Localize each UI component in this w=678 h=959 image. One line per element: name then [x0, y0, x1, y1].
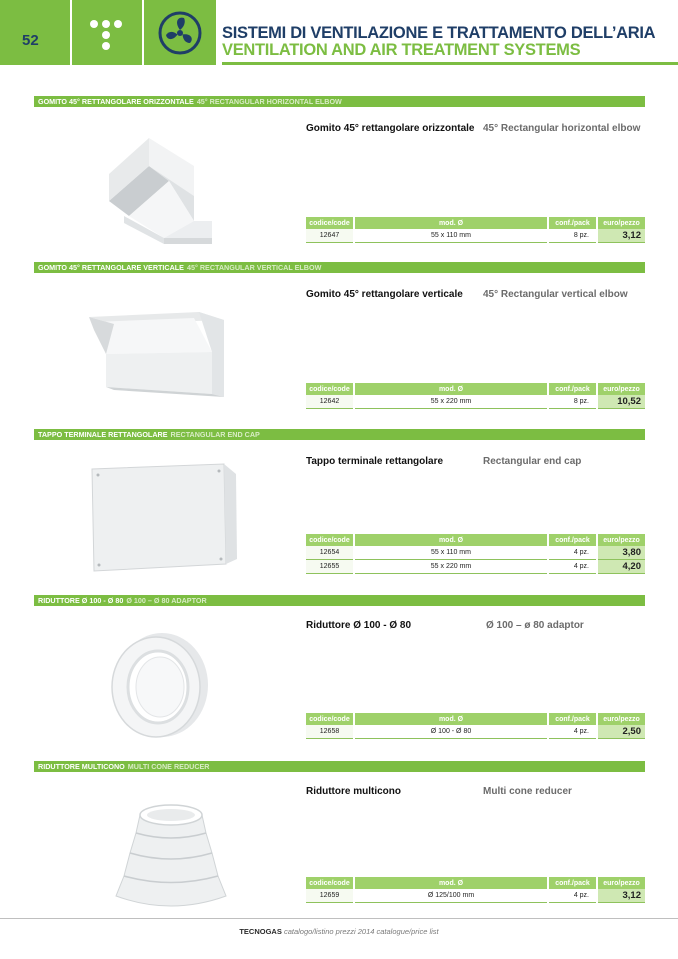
price-table [306, 534, 645, 574]
section-title-it: GOMITO 45° RETTANGOLARE ORIZZONTALE [38, 97, 194, 106]
price-table [306, 383, 645, 409]
cell-price: 10,52 [597, 395, 645, 409]
cell-mod: 55 x 220 mm [354, 560, 548, 574]
cell-code: 12647 [306, 229, 354, 243]
page-number: 52 [22, 32, 39, 49]
section-title-it: RIDUTTORE Ø 100 - Ø 80 [38, 596, 124, 605]
col-header-code: codice/code [306, 217, 354, 229]
section-title-it: TAPPO TERMINALE RETTANGOLARE [38, 430, 168, 439]
cell-code: 12655 [306, 560, 354, 574]
cell-price: 3,12 [597, 889, 645, 903]
product-name-en: 45° Rectangular vertical elbow [483, 289, 628, 300]
cell-pack: 4 pz. [548, 546, 597, 560]
section-title-en: RECTANGULAR END CAP [170, 430, 260, 439]
title-english: VENTILATION AND AIR TREATMENT SYSTEMS [222, 41, 581, 59]
price-table [306, 217, 645, 243]
section-title-en: Ø 100 – Ø 80 ADAPTOR [126, 596, 207, 605]
section-bar [34, 595, 645, 606]
header-rule [222, 62, 678, 65]
col-header-mod: mod. Ø [354, 534, 548, 546]
section-title-en: 45° RECTANGULAR VERTICAL ELBOW [186, 263, 322, 272]
col-header-price: euro/pezzo [597, 877, 645, 889]
col-header-pack: conf./pack [548, 534, 597, 546]
table-header-row [306, 383, 645, 395]
product-section-end-cap [34, 429, 645, 579]
section-bar [34, 96, 645, 107]
col-header-price: euro/pezzo [597, 534, 645, 546]
footer [0, 927, 678, 936]
section-title-it: RIDUTTORE MULTICONO [38, 762, 125, 771]
col-header-code: codice/code [306, 383, 354, 395]
col-header-price: euro/pezzo [597, 383, 645, 395]
cell-code: 12654 [306, 546, 354, 560]
cell-price: 4,20 [597, 560, 645, 574]
adaptor-ring-image [104, 625, 214, 745]
product-name-it: Riduttore Ø 100 - Ø 80 [306, 620, 412, 631]
col-header-pack: conf./pack [548, 877, 597, 889]
col-header-mod: mod. Ø [354, 877, 548, 889]
cell-code: 12659 [306, 889, 354, 903]
product-section-multi-cone-reducer [34, 761, 645, 911]
col-header-pack: conf./pack [548, 713, 597, 725]
section-bar [34, 761, 645, 772]
section-bar [34, 429, 645, 440]
table-row [306, 725, 645, 739]
col-header-mod: mod. Ø [354, 383, 548, 395]
product-name-it: Tappo terminale rettangolare [306, 456, 444, 467]
section-title-it: GOMITO 45° RETTANGOLARE VERTICALE [38, 263, 184, 272]
product-name-it: Gomito 45° rettangolare verticale [306, 289, 463, 300]
col-header-pack: conf./pack [548, 383, 597, 395]
cell-price: 3,12 [597, 229, 645, 243]
col-header-pack: conf./pack [548, 217, 597, 229]
product-name-en: Multi cone reducer [483, 786, 572, 797]
cell-price: 2,50 [597, 725, 645, 739]
product-name-en: Rectangular end cap [483, 456, 582, 467]
cell-mod: Ø 100 - Ø 80 [354, 725, 548, 739]
table-row [306, 395, 645, 409]
cell-pack: 4 pz. [548, 725, 597, 739]
product-section-adaptor [34, 595, 645, 745]
section-bar [34, 262, 645, 273]
category-icon-block [144, 0, 216, 65]
col-header-code: codice/code [306, 877, 354, 889]
section-title-en: 45° RECTANGULAR HORIZONTAL ELBOW [196, 97, 342, 106]
table-header-row [306, 217, 645, 229]
col-header-code: codice/code [306, 713, 354, 725]
cell-mod: 55 x 110 mm [354, 229, 548, 243]
cell-mod: Ø 125/100 mm [354, 889, 548, 903]
product-section-horizontal-elbow [34, 96, 645, 246]
horizontal-elbow-image [84, 126, 234, 244]
cell-price: 3,80 [597, 546, 645, 560]
table-row [306, 560, 645, 574]
table-row [306, 889, 645, 903]
page-title [222, 25, 655, 59]
cell-pack: 8 pz. [548, 229, 597, 243]
col-header-price: euro/pezzo [597, 713, 645, 725]
cell-mod: 55 x 110 mm [354, 546, 548, 560]
cell-pack: 4 pz. [548, 889, 597, 903]
table-header-row [306, 713, 645, 725]
col-header-price: euro/pezzo [597, 217, 645, 229]
table-row [306, 229, 645, 243]
cell-pack: 4 pz. [548, 560, 597, 574]
product-name-it: Riduttore multicono [306, 786, 401, 797]
col-header-mod: mod. Ø [354, 713, 548, 725]
footer-brand: TECNOGAS [239, 927, 282, 936]
table-header-row [306, 877, 645, 889]
table-header-row [306, 534, 645, 546]
cell-code: 12642 [306, 395, 354, 409]
product-name-it: Gomito 45° rettangolare orizzontale [306, 123, 475, 134]
product-section-vertical-elbow [34, 262, 645, 412]
cell-mod: 55 x 220 mm [354, 395, 548, 409]
cell-pack: 8 pz. [548, 395, 597, 409]
price-table [306, 713, 645, 739]
logo-block [72, 0, 142, 65]
col-header-code: codice/code [306, 534, 354, 546]
table-row [306, 546, 645, 560]
price-table [306, 877, 645, 903]
footer-text: catalogo/listino prezzi 2014 catalogue/price list [283, 927, 439, 936]
vertical-elbow-image [84, 302, 234, 402]
title-italian: SISTEMI DI VENTILAZIONE E TRATTAMENTO DELL’ARIA [222, 24, 656, 42]
brand-dots-icon [72, 0, 142, 65]
section-title-en: MULTI CONE REDUCER [127, 762, 210, 771]
end-cap-image [84, 459, 244, 574]
multi-cone-reducer-image [106, 791, 236, 911]
cell-code: 12658 [306, 725, 354, 739]
product-name-en: Ø 100 – ø 80 adaptor [486, 620, 584, 631]
col-header-mod: mod. Ø [354, 217, 548, 229]
product-name-en: 45° Rectangular horizontal elbow [483, 123, 641, 134]
footer-rule [0, 918, 678, 919]
ventilation-fan-icon [144, 0, 216, 65]
